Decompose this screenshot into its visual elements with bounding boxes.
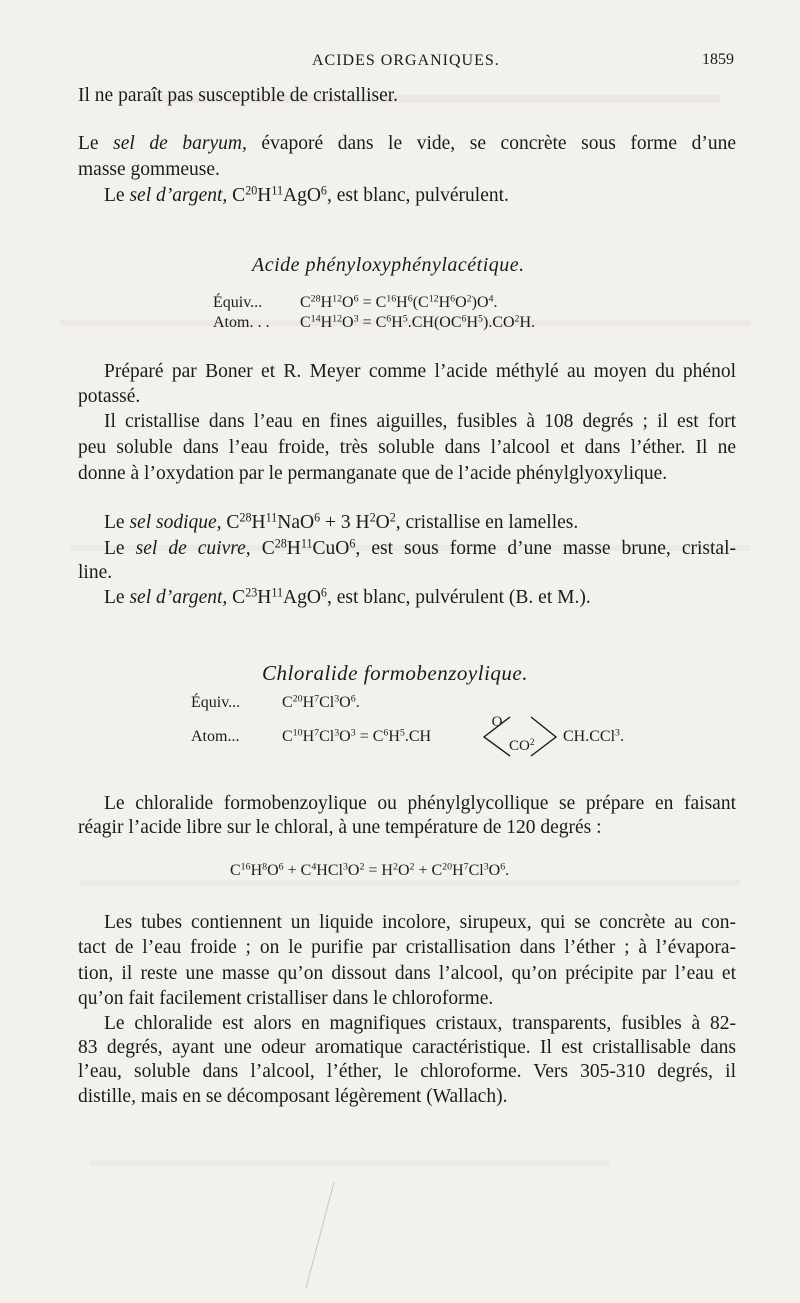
paragraph-10-line-2: tact de l’eau froide ; on le purifie par cristallisation dans l’éther ; à l’évapora- <box>78 937 736 958</box>
formula-2-equiv-label: Équiv... <box>191 694 241 711</box>
paragraph-10-line-1: Les tubes contiennent un liquide incolore, sirupeux, qui se concrète au con- <box>104 912 736 933</box>
formula-2-atom-tail: CH.CCl$^3$. <box>563 727 624 745</box>
ring-bracket-right <box>528 714 562 758</box>
paragraph-4-line-1: Préparé par Boner et R. Meyer comme l’acide méthylé au moyen du phénol <box>104 361 736 382</box>
paragraph-2-line-1: Le sel de baryum, évaporé dans le vide, se concrète sous forme d’une <box>78 133 736 154</box>
paragraph-5-line-1: Il cristallise dans l’eau en fines aiguilles, fusibles à 108 degrés ; il est fort <box>104 411 736 432</box>
paragraph-7-line-2: line. <box>78 562 113 583</box>
ring-top-oxygen: O <box>491 714 503 730</box>
formula-2-atom-label: Atom... <box>191 728 240 745</box>
paragraph-1: Il ne paraît pas susceptible de cristalliser. <box>78 85 399 106</box>
formula-2-atom: $C^{10}H^7Cl^3O^3 = C^6H^5.CH$ <box>282 727 432 745</box>
paragraph-4-line-2: potassé. <box>78 386 141 407</box>
paragraph-6: Le sel sodique, $C^{28}H^{11}NaO^6 + 3$ $H^2O^2$, cristallise en lamelles. <box>104 510 579 533</box>
paragraph-8: Le sel d’argent, $C^{23}H^{11}AgO^6$, est blanc, pulvérulent (B. et M.). <box>104 585 591 608</box>
formula-1-equiv-label: Équiv... <box>213 294 263 311</box>
paragraph-11-line-4: distille, mais en se décomposant légèrement (Wallach). <box>78 1086 508 1107</box>
page-number: 1859 <box>702 51 734 68</box>
running-header: ACIDES ORGANIQUES. <box>312 52 500 69</box>
section-heading-1: Acide phényloxyphénylacétique. <box>252 254 525 276</box>
formula-1-atom-label: Atom. . . <box>213 314 270 331</box>
paragraph-5-line-2: peu soluble dans l’eau froide, très soluble dans l’alcool et dans l’éther. Il ne <box>78 437 736 458</box>
paragraph-9-line-1: Le chloralide formobenzoylique ou phénylglycollique se prépare en faisant <box>104 793 736 814</box>
paragraph-10-line-3: tion, il reste une masse qu’on dissout dans l’alcool, qu’on précipite par l’eau et <box>78 963 736 984</box>
reaction-equation: $C^{16}H^8O^6 + C^4HCl^3O^2 = H^2O^2 + C^{20}H^7Cl^3O^6$. <box>230 861 510 879</box>
paragraph-10-line-4: qu’on fait facilement cristalliser dans le chloroforme. <box>78 988 494 1009</box>
paragraph-11-line-2: 83 degrés, ayant une odeur aromatique caractéristique. Il est cristallisable dans <box>78 1037 736 1058</box>
paragraph-5-line-3: donne à l’oxydation par le permanganate que de l’acide phénylglyoxylique. <box>78 463 668 484</box>
pencil-mark <box>300 1180 340 1290</box>
paragraph-9-line-2: réagir l’acide libre sur le chloral, à une température de 120 degrés : <box>78 817 602 838</box>
paragraph-11-line-3: l’eau, soluble dans l’alcool, l’éther, le chloroforme. Vers 305-310 degrés, il <box>78 1061 736 1082</box>
ring-bottom-co2: $CO^2$ <box>509 737 535 754</box>
paragraph-11-line-1: Le chloralide est alors en magnifiques cristaux, transparents, fusibles à 82- <box>104 1013 736 1034</box>
paragraph-7-line-1: Le sel de cuivre, $C^{28}H^{11}CuO^6$, est sous forme d’une masse brune, cristal- <box>104 536 736 559</box>
formula-1-atom: $C^{14}H^{12}O^3 = C^6H^5.CH(OC^6H^5).CO^2H$. <box>300 313 536 331</box>
paragraph-3: Le sel d’argent, $C^{20}H^{11}AgO^6$, est blanc, pulvérulent. <box>104 183 509 206</box>
section-heading-2: Chloralide formobenzoylique. <box>262 661 528 685</box>
formula-1-equiv: $C^{28}H^{12}O^6 = C^{16}H^6(C^{12}H^6O^2)O^4$. <box>300 293 498 311</box>
paragraph-2-line-2: masse gommeuse. <box>78 159 220 180</box>
formula-2-equiv: $C^{20}H^7Cl^3O^6$. <box>282 693 360 711</box>
